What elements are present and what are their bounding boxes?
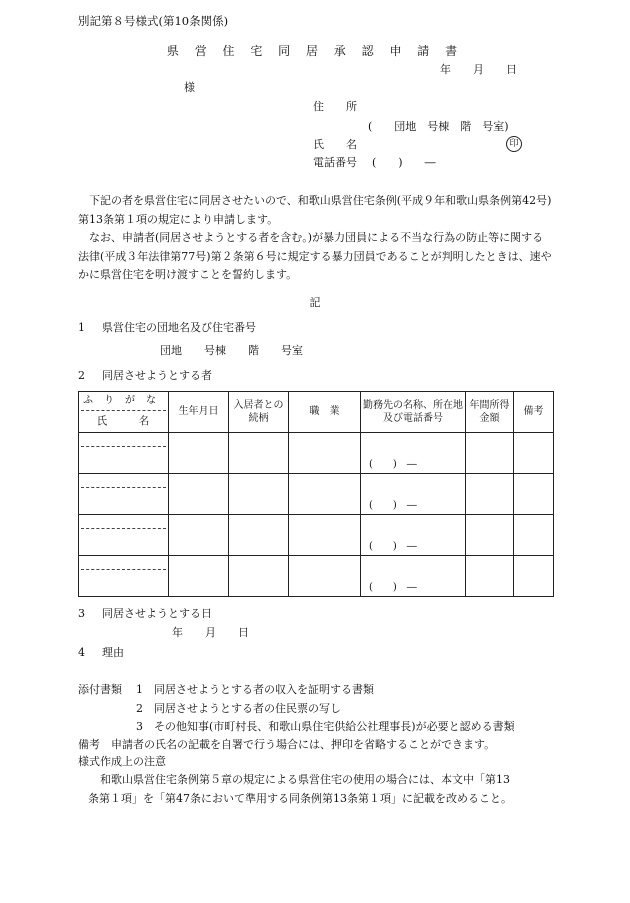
remarks-cell[interactable] xyxy=(514,433,554,474)
item-2-number: 2 xyxy=(78,369,85,382)
relationship-cell[interactable] xyxy=(229,515,289,556)
document-title: 県 営 住 宅 同 居 承 認 申 請 書 xyxy=(166,44,464,58)
cohabitant-table xyxy=(78,391,554,597)
furigana-label: ふりがな xyxy=(83,395,167,406)
attachment-item: 1 同居させようとする者の収入を証明する書類 xyxy=(136,683,374,696)
occupation-cell[interactable] xyxy=(289,556,361,597)
header-workplace: 勤務先の名称、所在地及び電話番号 xyxy=(361,392,466,433)
address-detail: ( 団地 号棟 階 号室) xyxy=(368,120,509,133)
phone-label: 電話番号 xyxy=(313,156,357,169)
item-1-number: 1 xyxy=(78,321,85,334)
table-row xyxy=(79,474,554,515)
income-cell[interactable] xyxy=(466,474,514,515)
relationship-cell[interactable] xyxy=(229,433,289,474)
table-row xyxy=(79,515,554,556)
income-cell[interactable] xyxy=(466,515,514,556)
table-row xyxy=(79,556,554,597)
header-occupation: 職 業 xyxy=(289,392,361,433)
name-cell[interactable] xyxy=(79,556,169,597)
relationship-cell[interactable] xyxy=(229,474,289,515)
seal-icon: 印 xyxy=(506,136,522,152)
item-3-number: 3 xyxy=(78,607,85,620)
income-cell[interactable] xyxy=(466,556,514,597)
occupation-cell[interactable] xyxy=(289,474,361,515)
notes-line-2: 条第１項」を「第47条において準用する同条例第13条第１項」に記載を改めること。 xyxy=(88,792,512,805)
attachments-label: 添付書類 xyxy=(78,683,122,696)
workplace-cell[interactable] xyxy=(361,474,466,515)
attachment-item: 2 同居させようとする者の住民票の写し xyxy=(136,702,341,715)
workplace-phone-format: ( ) ― xyxy=(369,582,417,593)
header-remarks: 備考 xyxy=(514,392,554,433)
birthdate-cell[interactable] xyxy=(169,515,229,556)
name-cell[interactable] xyxy=(79,433,169,474)
header-name xyxy=(79,392,169,433)
table-row xyxy=(79,433,554,474)
item-3-label: 同居させようとする日 xyxy=(102,607,212,620)
occupation-cell[interactable] xyxy=(289,515,361,556)
workplace-cell[interactable] xyxy=(361,515,466,556)
header-birthdate: 生年月日 xyxy=(169,392,229,433)
notes-line-1: 和歌山県営住宅条例第５章の規定による県営住宅の使用の場合には、本文中「第13 xyxy=(100,773,510,786)
form-number: 別記第８号様式(第10条関係) xyxy=(78,14,229,28)
item-3-value: 年 月 日 xyxy=(172,626,249,639)
item-4-label: 理由 xyxy=(102,646,124,659)
workplace-cell[interactable] xyxy=(361,556,466,597)
address-label: 住 所 xyxy=(313,100,357,113)
income-cell[interactable] xyxy=(466,433,514,474)
ki-heading: 記 xyxy=(309,296,321,309)
remarks-cell[interactable] xyxy=(514,556,554,597)
workplace-phone-format: ( ) ― xyxy=(369,500,417,511)
item-1-label: 県営住宅の団地名及び住宅番号 xyxy=(102,321,256,334)
phone-format: ( ) ― xyxy=(372,156,436,169)
workplace-phone-format: ( ) ― xyxy=(369,459,417,470)
header-income: 年間所得金額 xyxy=(466,392,514,433)
paragraph-2: なお、申請者(同居させようとする者を含む。)が暴力団員による不当な行為の防止等に関する法律(平成３年法律第77号)第２条第６号に規定する暴力団員であることが判明したときは、速やかに県営住宅を明け渡すことを誓約します。 xyxy=(78,231,552,282)
remarks-cell[interactable] xyxy=(514,515,554,556)
item-2-label: 同居させようとする者 xyxy=(102,369,212,382)
birthdate-cell[interactable] xyxy=(169,556,229,597)
birthdate-cell[interactable] xyxy=(169,474,229,515)
name-cell[interactable] xyxy=(79,474,169,515)
name-header-label: 氏 名 xyxy=(96,414,150,427)
paragraph-1: 下記の者を県営住宅に同居させたいので、和歌山県営住宅条例(平成９年和歌山県条例第42号)第13条第１項の規定により申請します。 xyxy=(78,194,552,226)
relationship-cell[interactable] xyxy=(229,556,289,597)
name-label: 氏 名 xyxy=(313,138,357,151)
notes-heading: 様式作成上の注意 xyxy=(78,755,166,768)
attachment-item: 3 その他知事(市町村長、和歌山県住宅供給公社理事長)が必要と認める書類 xyxy=(136,720,515,733)
birthdate-cell[interactable] xyxy=(169,433,229,474)
addressee-suffix: 様 xyxy=(184,81,195,94)
workplace-phone-format: ( ) ― xyxy=(369,541,417,552)
remarks-note: 備考 申請者の氏名の記載を自署で行う場合には、押印を省略することができます。 xyxy=(78,738,496,751)
item-4-number: 4 xyxy=(78,646,85,659)
occupation-cell[interactable] xyxy=(289,433,361,474)
item-1-value: 団地 号棟 階 号室 xyxy=(160,344,303,357)
header-relationship: 入居者との続柄 xyxy=(229,392,289,433)
name-cell[interactable] xyxy=(79,515,169,556)
workplace-cell[interactable] xyxy=(361,433,466,474)
date-field: 年 月 日 xyxy=(440,63,517,76)
remarks-cell[interactable] xyxy=(514,474,554,515)
